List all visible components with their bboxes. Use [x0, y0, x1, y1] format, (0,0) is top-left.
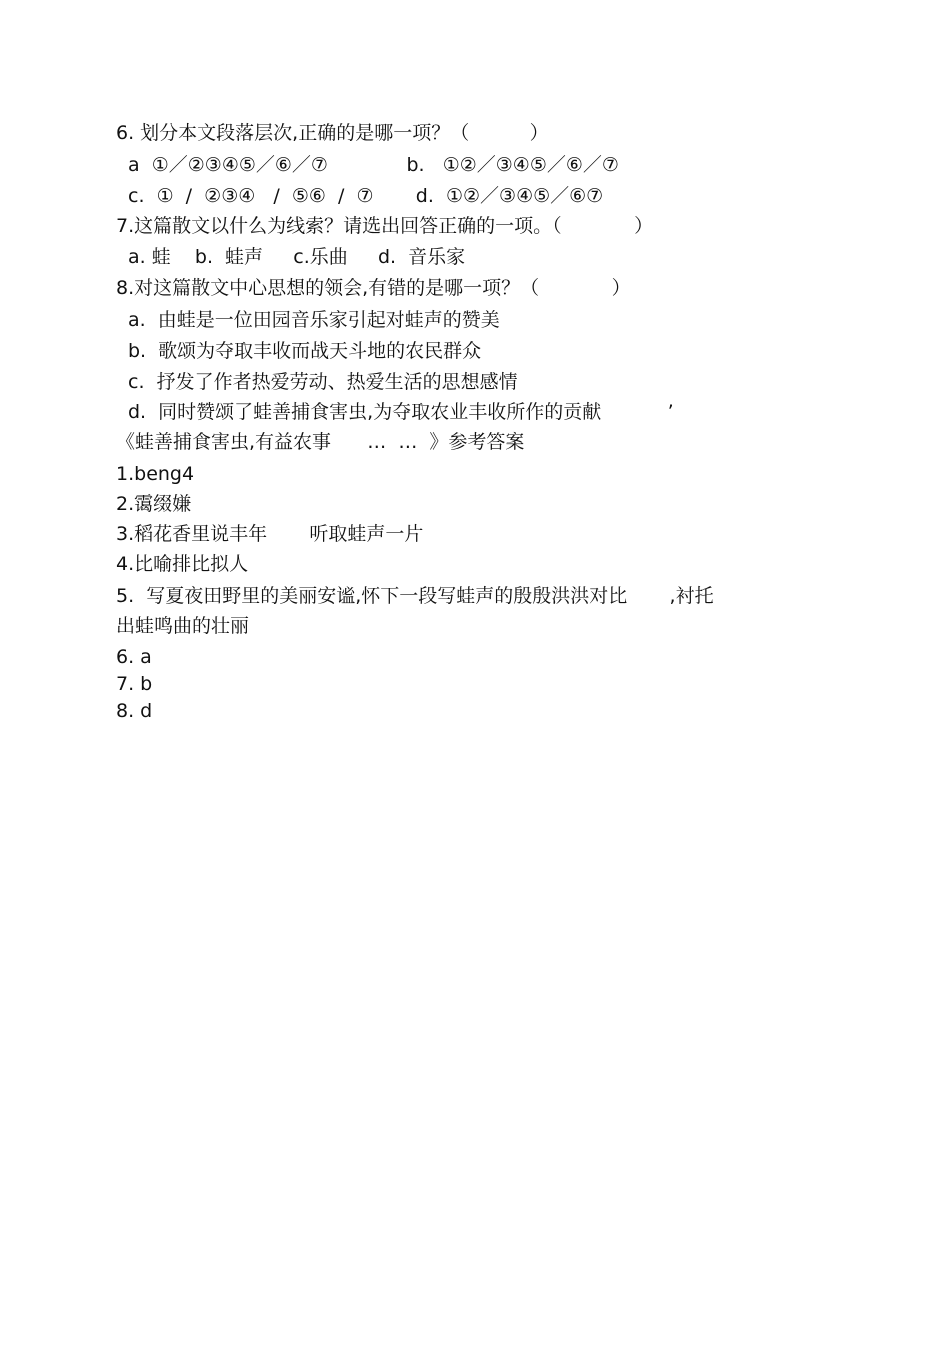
- question-8-option-d: d. 同时赞颂了蛙善捕食害虫,为夺取农业丰收所作的贡献 ’: [128, 401, 674, 423]
- answer-5-line-2: 出蛙鸣曲的壮丽: [116, 615, 250, 637]
- answer-key-title: 《蛙善捕食害虫,有益农事 … … 》参考答案: [116, 431, 525, 453]
- question-7-options: a. 蛙 b. 蛙声 c.乐曲 d. 音乐家: [128, 246, 466, 268]
- question-8-option-c: c. 抒发了作者热爱劳动、热爱生活的思想感情: [128, 371, 518, 393]
- answer-3: 3.稻花香里说丰年 听取蛙声一片: [116, 523, 424, 545]
- answer-6: 6. a: [116, 646, 152, 668]
- question-8-stem: 8.对这篇散文中心思想的领会,有错的是哪一项？（ ）: [116, 277, 631, 299]
- answer-1: 1.beng4: [116, 463, 195, 485]
- answer-7: 7. b: [116, 673, 153, 695]
- question-6-options-row-1: a ①／②③④⑤／⑥／⑦ b. ①②／③④⑤／⑥／⑦: [128, 154, 619, 176]
- question-8-option-b: b. 歌颂为夺取丰收而战天斗地的农民群众: [128, 340, 482, 362]
- question-7-stem: 7.这篇散文以什么为线索？请选出回答正确的一项。（ ）: [116, 215, 654, 237]
- question-8-option-a: a. 由蛙是一位田园音乐家引起对蛙声的赞美: [128, 309, 500, 331]
- answer-5-line-1: 5. 写夏夜田野里的美丽安谧,怀下一段写蛙声的殷殷洪洪对比 ,衬托: [116, 585, 714, 607]
- answer-8: 8. d: [116, 700, 153, 722]
- question-6-options-row-2: c. ① / ②③④ / ⑤⑥ / ⑦ d. ①②／③④⑤／⑥⑦: [128, 185, 604, 207]
- answer-4: 4.比喻排比拟人: [116, 553, 249, 575]
- answer-2: 2.霭缀嫌: [116, 493, 192, 515]
- question-6-stem: 6. 划分本文段落层次,正确的是哪一项？（ ）: [116, 122, 549, 144]
